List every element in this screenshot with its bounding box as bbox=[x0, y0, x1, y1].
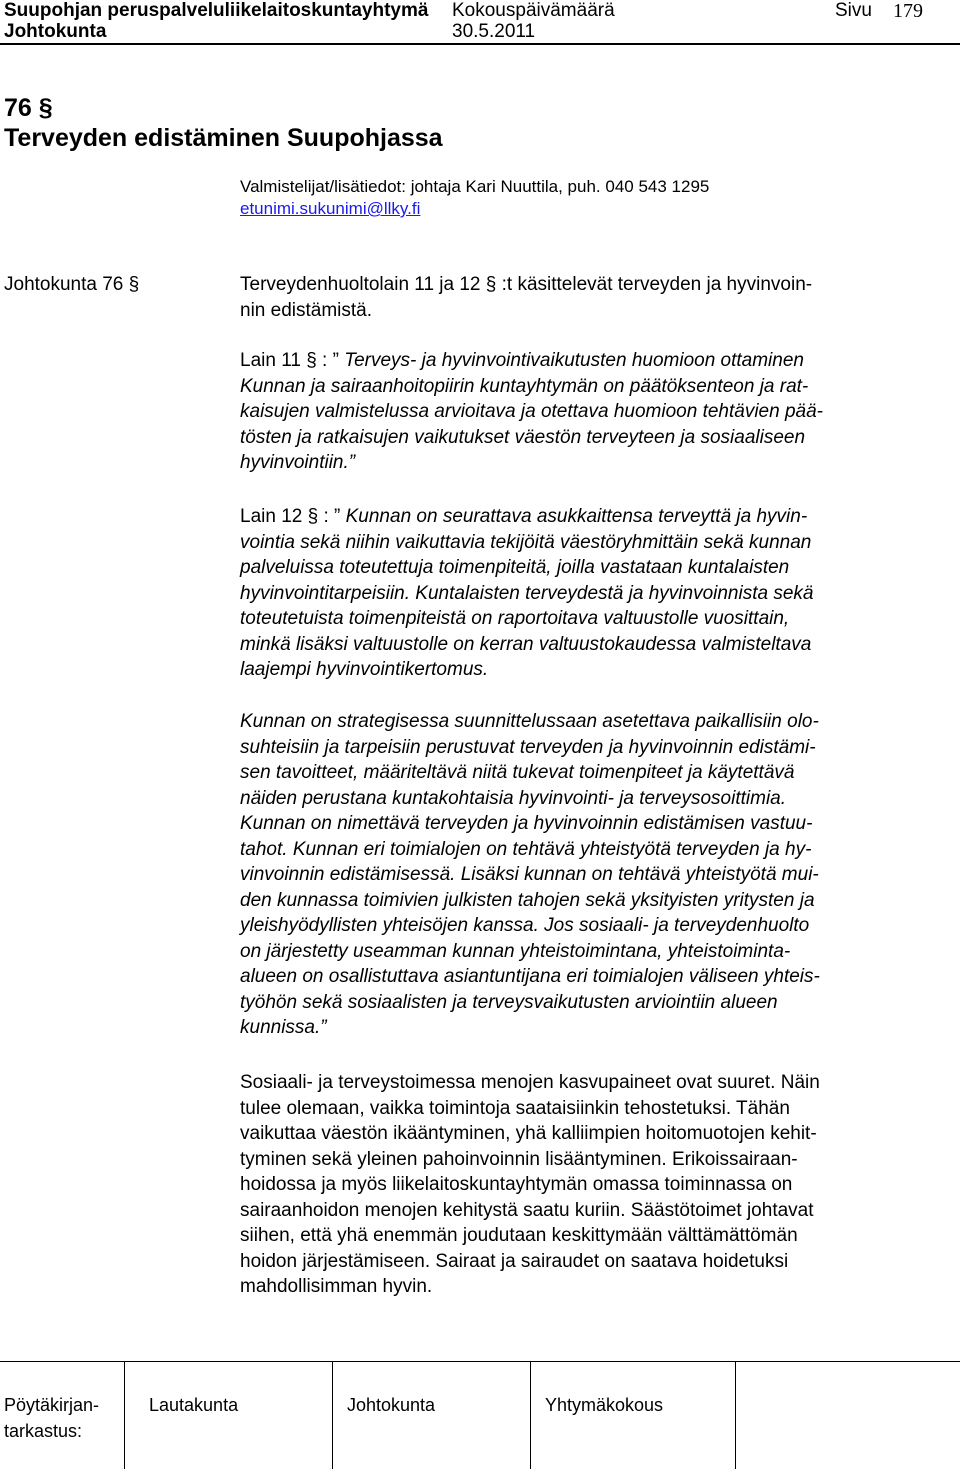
text-line: vaikuttaa väestön ikääntyminen, yhä kalliimpien hoitomuotojen kehit- bbox=[240, 1123, 817, 1144]
text-line: den kunnassa toimivien julkisten tahojen sekä yksityisten yritysten ja bbox=[240, 889, 815, 911]
text-line: alueen on osallistuttava asiantuntijana eri toimialojen väliseen yhteis- bbox=[240, 966, 820, 987]
intro-paragraph bbox=[240, 272, 930, 323]
text-line: Kunnan on strategisessa suunnittelussaan asetettava paikallisiin olo- bbox=[240, 711, 819, 732]
text-line: mahdollisimman hyvin. bbox=[240, 1276, 433, 1297]
text-line: Lain 11 § : ” Terveys- ja hyvinvointivaikutusten huomioon ottaminen bbox=[240, 350, 804, 371]
text-line: hyvinvointitarpeisiin. Kuntalaisten terveydestä ja hyvinvoinnista sekä bbox=[240, 582, 814, 604]
page-label: Sivu bbox=[835, 0, 872, 21]
reference-label bbox=[4, 272, 139, 298]
meeting-date-label: Kokouspäivämäärä bbox=[452, 0, 615, 21]
text-line: sairaanhoidon menojen kehitystä saatu kuriin. Säästötoimet johtavat bbox=[240, 1199, 814, 1221]
section-heading bbox=[4, 93, 53, 123]
text-line: minkä lisäksi valtuustolle on kerran valtuustokaudessa valmisteltava bbox=[240, 633, 812, 655]
text-line: hoidon järjestämiseen. Sairaat ja sairaudet on saatava hoidetuksi bbox=[240, 1250, 789, 1272]
footer-divider bbox=[0, 1361, 960, 1362]
preparer-line: Valmistelijat/lisätiedot: johtaja Kari Nuuttila, puh. 040 543 1295 bbox=[240, 177, 710, 196]
text-line: on järjestetty useamman kunnan yhteistoimintana, yhteistoiminta- bbox=[240, 940, 791, 962]
footer-column-divider bbox=[124, 1361, 125, 1469]
text-line: työhön sekä sosiaalisten ja terveysvaikutusten arviointiin alueen bbox=[240, 991, 778, 1013]
footer-board-label: Lautakunta bbox=[149, 1395, 239, 1415]
reference-symbol: § bbox=[128, 274, 140, 295]
text-line: hoidossa ja myös liikelaitoskuntayhtymän omassa toiminnassa on bbox=[240, 1174, 793, 1195]
text-line: näiden perustana kuntakohtaisia hyvinvointi- ja terveysosoittimia. bbox=[240, 787, 787, 809]
text-line: siihen, että yhä enemmän joudutaan keskittymään välttämättömän bbox=[240, 1225, 798, 1246]
footer-column-divider bbox=[332, 1361, 333, 1469]
meeting-date: 30.5.2011 bbox=[452, 21, 536, 42]
minutes-check-label bbox=[4, 1392, 99, 1444]
text-line: tulee olemaan, vaikka toimintoja saataisiinkin tehostetuksi. Tähän bbox=[240, 1097, 790, 1119]
text-line: tyminen sekä yleinen pahoinvoinnin lisääntyminen. Erikoissairaan- bbox=[240, 1148, 798, 1170]
cost-pressure-paragraph bbox=[240, 1070, 930, 1300]
text-line: tahot. Kunnan eri toimialojen on tehtävä yhteistyötä terveyden ja hy- bbox=[240, 838, 812, 860]
footer-executive-label: Johtokunta bbox=[347, 1395, 436, 1415]
text-line: Terveydenhuoltolain 11 ja 12 § :t käsittelevät terveyden ja hyvinvoin- bbox=[240, 274, 813, 295]
strategy-paragraph bbox=[240, 709, 930, 1041]
text-line: vinvoinnin edistämisessä. Lisäksi kunnan on tehtävä yhteistyötä mui- bbox=[240, 864, 819, 885]
section-title: Terveyden edistäminen Suupohjassa bbox=[4, 124, 443, 152]
law-section-11-quote bbox=[240, 348, 930, 476]
text-line: nin edistämistä. bbox=[240, 299, 373, 321]
law-section-12-quote bbox=[240, 504, 930, 683]
text-line: kunnissa.” bbox=[240, 1017, 327, 1038]
organization-name: Suupohjan peruspalveluliikelaitoskuntayhtymä bbox=[4, 0, 429, 21]
text-line: hyvinvointiin.” bbox=[240, 452, 356, 473]
header-divider bbox=[0, 43, 960, 45]
footer-joint-meeting-label: Yhtymäkokous bbox=[545, 1395, 664, 1415]
text-line: vointia sekä niihin vaikuttavia tekijöitä väestöryhmittäin sekä kunnan bbox=[240, 531, 812, 553]
footer-column-divider bbox=[735, 1361, 736, 1469]
preparer-email-link[interactable]: etunimi.sukunimi@llky.fi bbox=[240, 199, 421, 218]
reference-label-text: Johtokunta 76 bbox=[4, 274, 124, 295]
text-line: yleishyödyllisten yhteisöjen kanssa. Jos sosiaali- ja terveydenhuolto bbox=[240, 915, 810, 936]
text-line: Kunnan ja sairaanhoitopiirin kuntayhtymän on päätöksenteon ja rat- bbox=[240, 375, 809, 397]
body-name: Johtokunta bbox=[4, 21, 107, 42]
page-number: 179 bbox=[893, 0, 923, 22]
text-line: laajempi hyvinvointikertomus. bbox=[240, 659, 489, 680]
minutes-check-line: Pöytäkirjan- bbox=[4, 1395, 100, 1415]
text-line: Kunnan on nimettävä terveyden ja hyvinvoinnin edistämisen vastuu- bbox=[240, 813, 813, 834]
text-line: tösten ja ratkaisujen vaikutukset väestön terveyteen ja sosiaaliseen bbox=[240, 426, 806, 448]
section-number: 76 bbox=[4, 94, 32, 122]
minutes-check-line: tarkastus: bbox=[4, 1421, 83, 1441]
text-line: toteutetuista toimenpiteistä on raportoitava valtuustolle vuosittain, bbox=[240, 608, 790, 629]
text-line: Lain 12 § : ” Kunnan on seurattava asukkaittensa terveyttä ja hyvin- bbox=[240, 506, 808, 527]
text-line: sen tavoitteet, määriteltävä niitä tukevat toimenpiteet ja käytettävä bbox=[240, 762, 795, 783]
section-symbol: § bbox=[38, 94, 53, 122]
text-line: palveluissa toteutettuja toimenpiteitä, joilla vastataan kuntalaisten bbox=[240, 557, 790, 578]
text-line: suhteisiin ja tarpeisiin perustuvat terveyden ja hyvinvoinnin edistämi- bbox=[240, 736, 816, 758]
text-line: kaisujen valmistelussa arvioitava ja otettava huomioon tehtävien pää- bbox=[240, 401, 823, 422]
footer-column-divider bbox=[530, 1361, 531, 1469]
text-line: Sosiaali- ja terveystoimessa menojen kasvupaineet ovat suuret. Näin bbox=[240, 1072, 820, 1093]
